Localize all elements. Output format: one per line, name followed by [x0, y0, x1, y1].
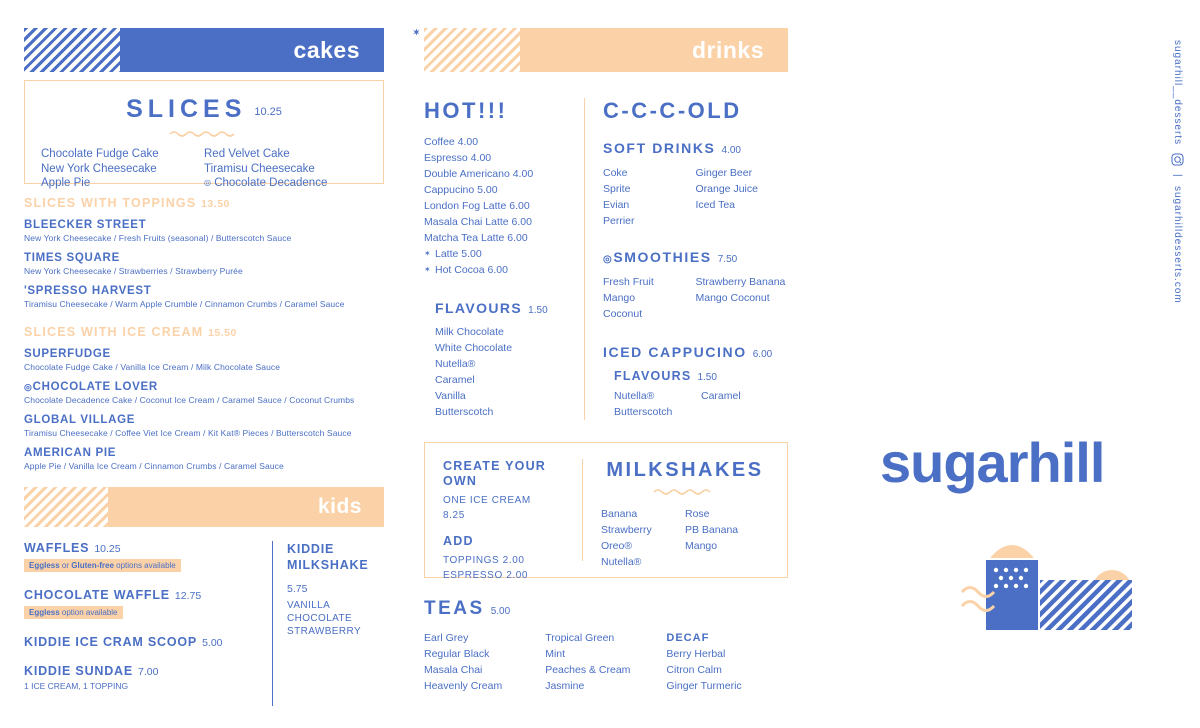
- drinks-banner: [424, 28, 788, 72]
- teas-price: 5.00: [490, 606, 511, 617]
- drinks-banner-bar: [520, 28, 788, 72]
- list-item: [24, 635, 258, 649]
- list-item: Fresh Fruit: [603, 276, 654, 288]
- list-item: Banana: [601, 508, 638, 520]
- list-item: Oreo®: [601, 540, 633, 552]
- milkshake-col-2: [685, 506, 769, 570]
- item-price: 7.00: [138, 666, 159, 678]
- toppings-heading: [24, 196, 384, 210]
- list-item: Perrier: [603, 215, 635, 227]
- item-description: Chocolate Decadence Cake / Coconut Ice Cream / Caramel Sauce / Coconut Crumbs: [24, 395, 355, 405]
- teas-title: TEAS: [424, 598, 485, 619]
- list-item: [24, 381, 384, 405]
- create-price: 8.25: [443, 510, 465, 521]
- soft-drinks-heading: [603, 140, 788, 156]
- list-item: Heavenly Cream: [424, 680, 503, 692]
- list-item: Coke: [603, 167, 628, 179]
- cakes-banner-label: cakes: [293, 36, 360, 63]
- list-item: [24, 588, 258, 620]
- soft-drinks-col-2: [696, 165, 789, 229]
- create-title: CREATE YOUR OWN: [443, 459, 547, 488]
- item-name: [24, 664, 258, 678]
- drinks-column: [424, 28, 788, 694]
- toppings-price: 13.50: [201, 198, 230, 210]
- cold-drinks-section: [584, 98, 788, 420]
- item-description: New York Cheesecake / Strawberries / Strawberry Purée: [24, 266, 243, 276]
- item-name: TIMES SQUARE: [24, 252, 120, 264]
- item-price: 12.75: [174, 590, 202, 602]
- teas-heading: [424, 598, 788, 620]
- slices-price: 10.25: [254, 106, 282, 118]
- item-name-label: CHOCOLATE LOVER: [32, 381, 158, 393]
- list-item: Ginger Beer: [695, 167, 753, 179]
- list-item: Iced Tea: [695, 199, 736, 211]
- icecream-heading: [24, 325, 384, 339]
- add-item: ESPRESSO 2.00: [443, 570, 529, 581]
- list-item: [24, 447, 384, 471]
- status-badge: [24, 606, 123, 619]
- item-name-label: KIDDIE SUNDAE: [24, 664, 134, 678]
- icecream-heading-label: SLICES WITH ICE CREAM: [24, 325, 204, 339]
- iced-flavours-heading: [614, 369, 788, 383]
- item-description: Apple Pie / Vanilla Ice Cream / Cinnamon Crumbs / Caramel Sauce: [24, 461, 284, 471]
- brand-block: [880, 430, 1104, 495]
- cakes-column: [24, 28, 384, 706]
- list-item-starred: ✶ Latte 5.00: [435, 246, 574, 262]
- list-item: Nutella®: [435, 358, 476, 370]
- list-item: VANILLA: [287, 600, 331, 611]
- icecream-price: 15.50: [208, 327, 237, 339]
- list-item: Chocolate Fudge Cake: [41, 148, 159, 160]
- squiggle-divider-icon: [169, 129, 239, 138]
- item-description: Tiramisu Cheesecake / Warm Apple Crumble / Cinnamon Crumbs / Caramel Sauce: [24, 299, 345, 309]
- list-item: [24, 348, 384, 372]
- list-item: PB Banana: [685, 524, 739, 536]
- list-item: New York Cheesecake: [41, 162, 157, 175]
- soft-drinks-label: SOFT DRINKS: [603, 140, 716, 156]
- list-item: Apple Pie: [41, 177, 91, 189]
- instagram-icon[interactable]: [1171, 153, 1184, 166]
- list-item: Butterscotch: [614, 406, 673, 418]
- item-price: 10.25: [94, 543, 121, 555]
- item-name: [24, 635, 258, 649]
- list-item: CHOCOLATE: [287, 613, 353, 624]
- badge-mid: or: [59, 561, 72, 570]
- separator: |: [1172, 174, 1183, 178]
- list-item: Coconut: [603, 308, 643, 320]
- teas-col-2: [545, 630, 666, 694]
- list-item: Regular Black: [424, 648, 490, 660]
- kids-banner: [24, 487, 384, 527]
- kids-banner-bar: [108, 487, 384, 527]
- list-item: [24, 219, 384, 243]
- list-item: Strawberry Banana: [695, 276, 786, 288]
- badge-rest: options available: [113, 561, 176, 570]
- instagram-handle[interactable]: sugarhill__desserts: [1172, 40, 1183, 146]
- list-item-label: Chocolate Decadence: [214, 177, 328, 189]
- list-item: Peaches & Cream: [545, 664, 631, 676]
- list-item: Strawberry: [601, 524, 652, 536]
- list-item: Coffee 4.00: [424, 136, 479, 148]
- list-item: STRAWBERRY: [287, 626, 362, 637]
- iced-cappucino-price: 6.00: [752, 349, 773, 360]
- hot-flavours-price: 1.50: [528, 305, 548, 316]
- create-your-own: [443, 459, 583, 581]
- slices-title-row: [41, 95, 367, 124]
- iced-flavours-col-1: [614, 388, 701, 420]
- list-item: Double Americano 4.00: [424, 168, 534, 180]
- teas-col-3: [666, 630, 787, 694]
- item-name: SUPERFUDGE: [24, 348, 111, 360]
- list-item: Nutella®: [614, 390, 655, 402]
- list-item: Espresso 4.00: [424, 152, 492, 164]
- iced-cappucino-label: ICED CAPPUCINO: [603, 344, 747, 360]
- list-item: Mango: [685, 540, 718, 552]
- iced-flavours-label: FLAVOURS: [614, 369, 692, 383]
- list-item: Nutella®: [601, 556, 642, 568]
- list-item: Jasmine: [545, 680, 585, 692]
- decaf-heading: DECAF: [666, 632, 710, 644]
- soft-drinks-price: 4.00: [721, 145, 741, 156]
- list-item: Citron Calm: [666, 664, 722, 676]
- cakes-banner: [24, 28, 384, 72]
- list-item: Caramel: [435, 374, 475, 386]
- list-item: Mint: [545, 648, 566, 660]
- list-item: Sprite: [603, 183, 631, 195]
- slices-list-right: [204, 147, 367, 191]
- list-item: Caramel: [701, 390, 741, 402]
- hot-flavours-list: [435, 324, 574, 420]
- vegan-dot-icon: ◎: [24, 382, 33, 392]
- list-item: Vanilla: [435, 390, 466, 402]
- list-item: Evian: [603, 199, 630, 211]
- item-name-label: KIDDIE ICE CRAM SCOOP: [24, 635, 198, 649]
- list-item: Masala Chai: [424, 664, 483, 676]
- cold-title: C-C-C-OLD: [603, 98, 742, 123]
- vegan-dot-icon: ◎: [603, 254, 614, 265]
- social-sidebar: [1171, 40, 1184, 310]
- list-item: [204, 176, 367, 191]
- list-item-starred: ✶ Hot Cocoa 6.00: [435, 262, 574, 278]
- hatch-pattern-icon: [24, 487, 108, 527]
- slices-title: SLICES: [126, 95, 247, 123]
- list-item: Ginger Turmeric: [666, 680, 742, 692]
- kids-items: [24, 541, 272, 706]
- vegan-dot-icon: ◎: [204, 178, 211, 187]
- item-description: New York Cheesecake / Fresh Fruits (seasonal) / Butterscotch Sauce: [24, 233, 292, 243]
- list-item: White Chocolate: [435, 342, 513, 354]
- milkshakes-title: MILKSHAKES: [606, 459, 764, 481]
- ice-cream-illustration: [960, 528, 1150, 668]
- toppings-heading-label: SLICES WITH TOPPINGS: [24, 196, 197, 210]
- list-item: Rose: [685, 508, 710, 520]
- iced-flavours-col-2: [701, 388, 788, 420]
- kiddie-milkshake: [272, 541, 384, 706]
- item-price: 5.00: [202, 637, 223, 649]
- cakes-banner-bar: [120, 28, 384, 72]
- badge-bold-1: Eggless: [29, 608, 60, 617]
- kids-banner-label: kids: [317, 495, 362, 518]
- item-name-label: CHOCOLATE WAFFLE: [24, 588, 170, 602]
- item-name: AMERICAN PIE: [24, 447, 117, 459]
- list-item: Milk Chocolate: [435, 326, 504, 338]
- hot-flavours-heading: [435, 300, 574, 316]
- list-item: Masala Chai Latte 6.00: [424, 216, 532, 228]
- list-item: Red Velvet Cake: [204, 148, 290, 160]
- slices-list-left: [41, 147, 204, 191]
- smoothies-col-1: [603, 274, 696, 322]
- item-name-label: WAFFLES: [24, 541, 90, 555]
- website-url[interactable]: sugarhilldesserts.com: [1172, 185, 1183, 304]
- badge-bold-2: Gluten-free: [71, 561, 114, 570]
- iced-cappucino-heading: [603, 344, 788, 360]
- logo: sugarhill: [880, 431, 1105, 494]
- hot-flavours-label: FLAVOURS: [435, 300, 523, 316]
- drinks-banner-label: drinks: [691, 36, 764, 63]
- milkshakes-box: [424, 442, 788, 581]
- list-item: [24, 285, 384, 309]
- item-name: [24, 541, 258, 555]
- list-item: Mango Coconut: [695, 292, 770, 304]
- milkshake-col-1: [601, 506, 685, 570]
- smoothies-price: 7.50: [717, 254, 738, 265]
- list-item: [24, 541, 258, 573]
- hatch-pattern-icon: [24, 28, 120, 72]
- list-item: London Fog Latte 6.00: [424, 200, 530, 212]
- soft-drinks-col-1: [603, 165, 696, 229]
- add-title: ADD: [443, 534, 474, 548]
- list-item: [24, 414, 384, 438]
- smoothies-col-2: [696, 274, 789, 322]
- list-item: Berry Herbal: [666, 648, 726, 660]
- badge-bold-1: Eggless: [29, 561, 60, 570]
- kiddie-flavours: [287, 599, 384, 638]
- iced-flavours-price: 1.50: [697, 372, 717, 383]
- slices-box: [24, 80, 384, 189]
- hot-title: HOT!!!: [424, 98, 508, 123]
- list-item: Cappucino 5.00: [424, 184, 498, 196]
- milkshake-flavours: [583, 459, 769, 568]
- hot-items: [424, 134, 574, 278]
- item-name: [24, 588, 258, 602]
- list-item: Mango: [603, 292, 636, 304]
- item-description: Chocolate Fudge Cake / Vanilla Ice Cream / Milk Chocolate Sauce: [24, 362, 281, 372]
- item-name: [24, 381, 384, 393]
- teas-col-1: [424, 630, 545, 694]
- smoothies-heading: [603, 249, 788, 265]
- hatch-pattern-icon: [424, 28, 520, 72]
- smoothies-label: SMOOTHIES: [613, 249, 712, 265]
- list-item: Tiramisu Cheesecake: [204, 162, 315, 175]
- item-name: GLOBAL VILLAGE: [24, 414, 136, 426]
- item-description: Tiramisu Cheesecake / Coffee Viet Ice Cream / Kit Kat® Pieces / Butterscotch Sauce: [24, 428, 352, 438]
- add-item: TOPPINGS 2.00: [443, 555, 525, 566]
- list-item: Tropical Green: [545, 632, 615, 644]
- badge-rest: option available: [59, 608, 118, 617]
- item-name: 'SPRESSO HARVEST: [24, 285, 152, 297]
- list-item: Orange Juice: [695, 183, 758, 195]
- kiddie-price: 5.75: [287, 583, 308, 595]
- item-description: 1 ICE CREAM, 1 TOPPING: [24, 681, 129, 691]
- list-item: Matcha Tea Latte 6.00: [424, 232, 528, 244]
- kiddie-title: KIDDIE MILKSHAKE: [287, 542, 369, 572]
- status-badge: [24, 559, 181, 572]
- create-subtitle: ONE ICE CREAM: [443, 495, 531, 506]
- teas-section: [424, 598, 788, 694]
- list-item: Butterscotch: [435, 406, 494, 418]
- list-item: Earl Grey: [424, 632, 469, 644]
- item-name: BLEECKER STREET: [24, 219, 147, 231]
- hot-drinks-section: [424, 98, 584, 420]
- list-item: [24, 252, 384, 276]
- kids-section: [24, 487, 384, 706]
- squiggle-divider-icon: [653, 487, 717, 496]
- list-item: [24, 664, 258, 691]
